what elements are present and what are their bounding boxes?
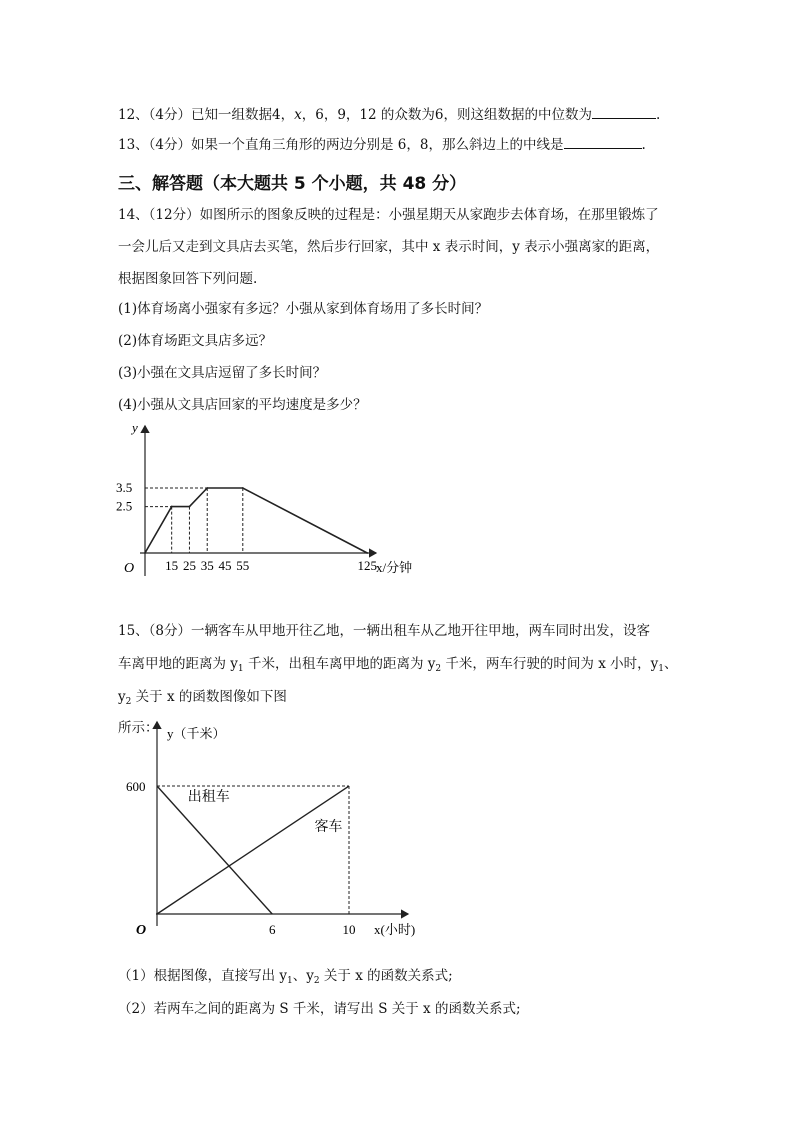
chart2-y-axis-label: y（千米） [167, 726, 226, 741]
q15-line-1: 15、（8分）一辆客车从甲地开往乙地，一辆出租车从乙地开往甲地，两车同时出发，设客 [118, 623, 651, 639]
chart1-x-tick-label: 25 [182, 558, 196, 573]
q15-sub-4: 2 [125, 697, 132, 707]
q15-vehicle-distance-chart [110, 716, 430, 946]
q13-end: . [641, 137, 646, 153]
q14-line-3: 根据图象回答下列问题. [118, 271, 258, 287]
q14-distance-time-chart [110, 416, 430, 584]
chart1-data-point [171, 506, 173, 508]
q12-end: . [655, 107, 661, 123]
chart1-x-tick-label: 55 [236, 558, 250, 573]
q15-subquestion-2: （2）若两车之间的距离为 S 千米，请写出 S 关于 x 的函数关系式; [118, 1001, 521, 1017]
chart1-x-tick-label: 125 [357, 558, 377, 573]
chart1-data-point [144, 552, 146, 554]
q12-text-b: ，6，9，12 的众数为6，则这组数据的中位数为 [301, 107, 592, 123]
q15-line-4: 所示： [118, 720, 159, 736]
chart1-data-point [366, 552, 368, 554]
chart2-series-taxi-line [157, 786, 272, 914]
q14-line-2: 一会儿后又走到文具店去买笔，然后步行回家，其中 x 表示时间，y 表示小强离家的距离， [118, 239, 660, 255]
chart1-y-tick-label: 3.5 [116, 480, 133, 496]
question-12 [118, 104, 660, 124]
q15-line-3 [118, 688, 287, 711]
q15-sq1-c: 关于 x 的函数关系式; [319, 968, 453, 984]
q15-sq1-b: 、y [292, 968, 314, 984]
q15-sq1-s2: 2 [313, 976, 320, 986]
q12-text-a: 12、（4分）已知一组数据4， [118, 107, 295, 123]
q15-sub-3: 1 [658, 664, 664, 674]
chart1-x-tick-label: 15 [165, 558, 179, 573]
chart1-y-tick-label: 2.5 [116, 498, 133, 514]
chart1-data-point [206, 487, 208, 489]
chart1-x-tick-label: 45 [218, 558, 232, 573]
chart1-origin-label: O [124, 561, 135, 576]
chart2-series-bus-label: 客车 [314, 818, 343, 835]
chart1-series-line [145, 488, 367, 553]
chart1-x-tick-label: 35 [200, 558, 214, 573]
q14-question-1: (1)体育场离小强家有多远？小强从家到体育场用了多长时间？ [118, 301, 489, 317]
q15-sq1-a: （1）根据图像，直接写出 y [118, 968, 288, 984]
q12-answer-blank[interactable] [592, 104, 656, 119]
q15-subquestion-1 [118, 967, 453, 990]
q14-question-3: (3)小强在文具店逗留了多长时间？ [118, 365, 327, 381]
q14-question-4: (4)小强从文具店回家的平均速度是多少？ [118, 397, 367, 413]
q13-text: 13、（4分）如果一个直角三角形的两边分别是 6，8，那么斜边上的中线是 [118, 137, 564, 153]
q12-variable: x [294, 107, 302, 123]
chart1-x-axis-label: x/分钟 [376, 560, 413, 575]
section-3-heading: 三、解答题（本大题共 5 个小题，共 48 分） [118, 174, 467, 194]
q15-line-2-b: 千米，出租车离甲地的距离为 y [243, 656, 436, 672]
q15-line-2 [118, 655, 677, 678]
chart2-x-tick-label: 10 [342, 922, 356, 937]
chart2-x-axis-label: x(小时) [374, 922, 416, 937]
chart2-y-tick-label: 600 [126, 779, 146, 795]
q14-line-1: 14、（12分）如图所示的图象反映的过程是：小强星期天从家跑步去体育场，在那里锻炼了 [118, 207, 659, 223]
q15-sub-1: 1 [237, 664, 244, 674]
q15-line-2-a: 车离甲地的距离为 y [118, 656, 238, 672]
chart1-data-point [189, 506, 191, 508]
q14-question-2: (2)体育场距文具店多远？ [118, 333, 273, 349]
q13-answer-blank[interactable] [564, 134, 642, 149]
q15-sub-2: 2 [435, 664, 442, 674]
q15-line-2-c: 千米，两车行驶的时间为 x 小时，y [441, 656, 659, 672]
chart1-y-axis-label: y [132, 420, 138, 435]
q15-line-3-b: 关于 x 的函数图像如下图 [131, 689, 287, 705]
chart2-x-tick-label: 6 [268, 922, 276, 937]
q15-sq1-s1: 1 [287, 976, 293, 986]
q15-line-3-a: y [118, 689, 126, 705]
q15-line-2-d: 、 [663, 656, 678, 672]
chart2-series-taxi-label: 出租车 [187, 788, 230, 805]
question-13 [118, 134, 646, 154]
chart2-origin-label: O [136, 923, 147, 938]
chart1-data-point [242, 487, 244, 489]
chart2-series-bus-line [157, 786, 349, 914]
